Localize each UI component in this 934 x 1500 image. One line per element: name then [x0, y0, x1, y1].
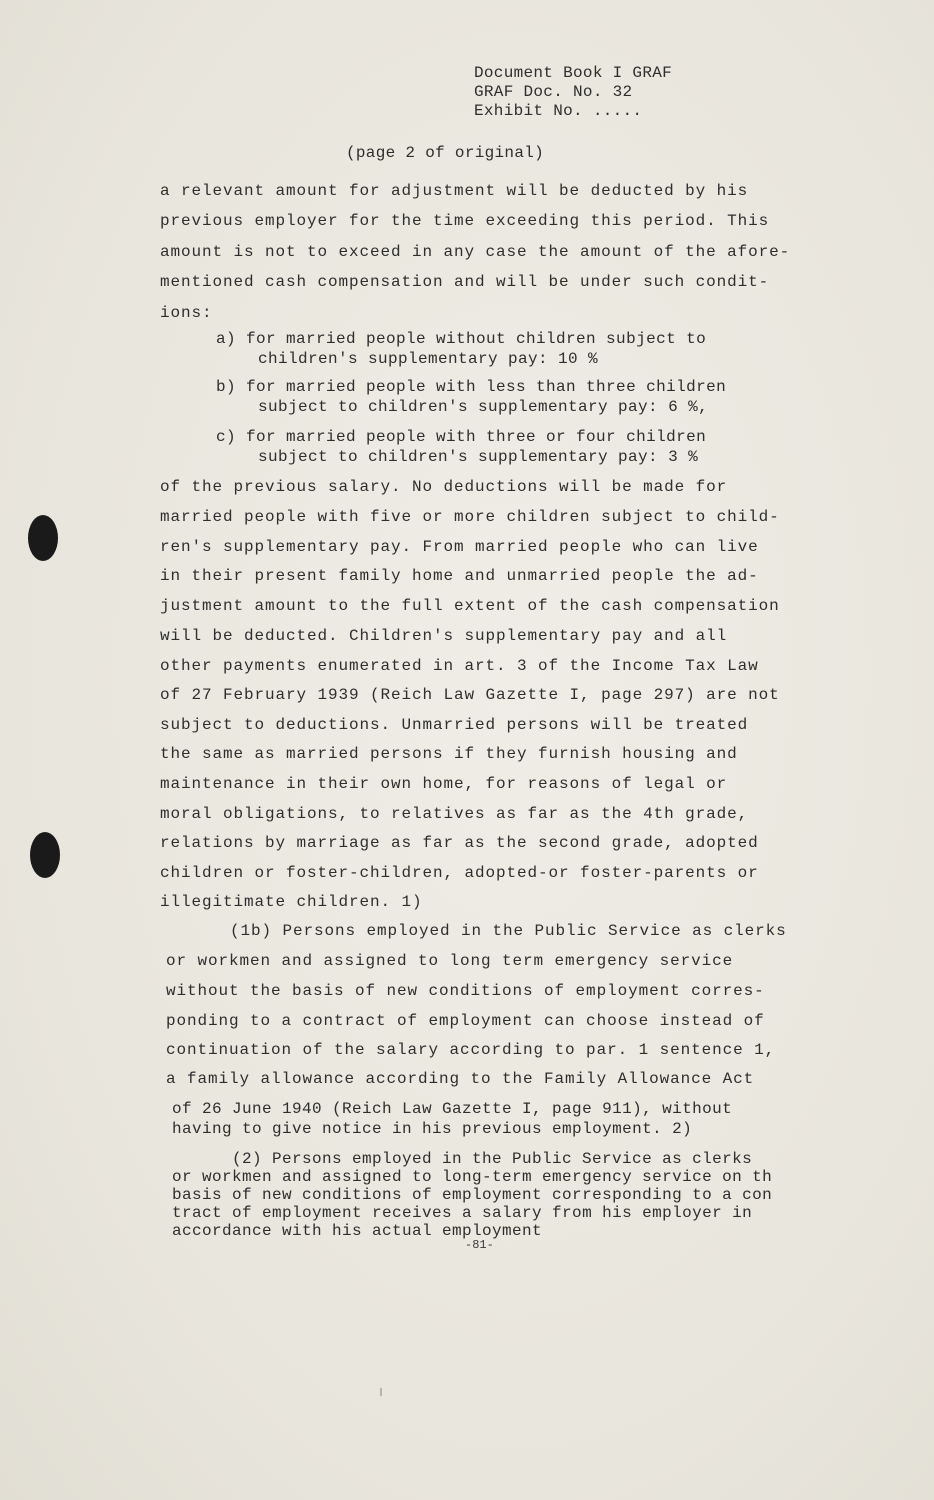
- body-line: a family allowance according to the Family Allowance Act: [166, 1070, 755, 1088]
- body-line: previous employer for the time exceeding this period. This: [160, 212, 770, 230]
- body-line: of the previous salary. No deductions will be made for: [160, 478, 728, 496]
- list-item-c: c) for married people with three or four children: [216, 428, 707, 446]
- paragraph-2-start: (2) Persons employed in the Public Service as clerks: [232, 1150, 753, 1168]
- body-line: tract of employment receives a salary from his employer in: [172, 1204, 753, 1222]
- header-exhibit-number: Exhibit No. .....: [474, 102, 643, 120]
- body-line: will be deducted. Children's supplementary pay and all: [160, 627, 728, 645]
- body-line: or workmen and assigned to long-term emergency service on th: [172, 1168, 773, 1186]
- body-line: without the basis of new conditions of employment corres-: [166, 982, 765, 1000]
- body-line: a relevant amount for adjustment will be deducted by his: [160, 182, 749, 200]
- body-line: children or foster-children, adopted-or foster-parents or: [160, 864, 759, 882]
- body-line: ponding to a contract of employment can choose instead of: [166, 1012, 765, 1030]
- body-line: or workmen and assigned to long term emergency service: [166, 952, 734, 970]
- body-line: accordance with his actual employment: [172, 1222, 543, 1240]
- body-line: in their present family home and unmarried people the ad-: [160, 567, 759, 585]
- body-line: maintenance in their own home, for reasons of legal or: [160, 775, 728, 793]
- body-line: subject to deductions. Unmarried persons will be treated: [160, 716, 749, 734]
- body-line: having to give notice in his previous employment. 2): [172, 1120, 693, 1138]
- list-item-b-cont: subject to children's supplementary pay: 6 %,: [258, 398, 709, 416]
- header-document-book: Document Book I GRAF: [474, 64, 673, 82]
- body-line: continuation of the salary according to par. 1 sentence 1,: [166, 1041, 776, 1059]
- body-line: the same as married persons if they furnish housing and: [160, 745, 738, 763]
- body-line: justment amount to the full extent of the cash compensation: [160, 597, 780, 615]
- body-line: of 27 February 1939 (Reich Law Gazette I, page 297) are not: [160, 686, 780, 704]
- body-line: other payments enumerated in art. 3 of the Income Tax Law: [160, 657, 759, 675]
- body-line: ren's supplementary pay. From married people who can live: [160, 538, 759, 556]
- body-line: ions:: [160, 304, 213, 322]
- list-item-a: a) for married people without children subject to: [216, 330, 707, 348]
- page-number: -81-: [465, 1238, 494, 1252]
- page-note: (page 2 of original): [346, 144, 545, 162]
- paragraph-1b-start: (1b) Persons employed in the Public Service as clerks: [230, 922, 787, 940]
- body-line: moral obligations, to relatives as far as the 4th grade,: [160, 805, 749, 823]
- document-header: [474, 64, 672, 121]
- body-line: basis of new conditions of employment corresponding to a con: [172, 1186, 773, 1204]
- list-item-b: b) for married people with less than three children: [216, 378, 727, 396]
- punch-hole: [28, 515, 58, 561]
- header-doc-number: GRAF Doc. No. 32: [474, 83, 633, 101]
- list-item-a-cont: children's supplementary pay: 10 %: [258, 350, 599, 368]
- body-line: mentioned cash compensation and will be under such condit-: [160, 273, 770, 291]
- list-item-c-cont: subject to children's supplementary pay: 3 %: [258, 448, 699, 466]
- body-line: amount is not to exceed in any case the amount of the afore-: [160, 243, 791, 261]
- punch-hole: [30, 832, 60, 878]
- body-line: relations by marriage as far as the second grade, adopted: [160, 834, 759, 852]
- paper-speck: [380, 1388, 382, 1396]
- body-line: of 26 June 1940 (Reich Law Gazette I, page 911), without: [172, 1100, 733, 1118]
- body-line: married people with five or more children subject to child-: [160, 508, 780, 526]
- body-line: illegitimate children. 1): [160, 893, 423, 911]
